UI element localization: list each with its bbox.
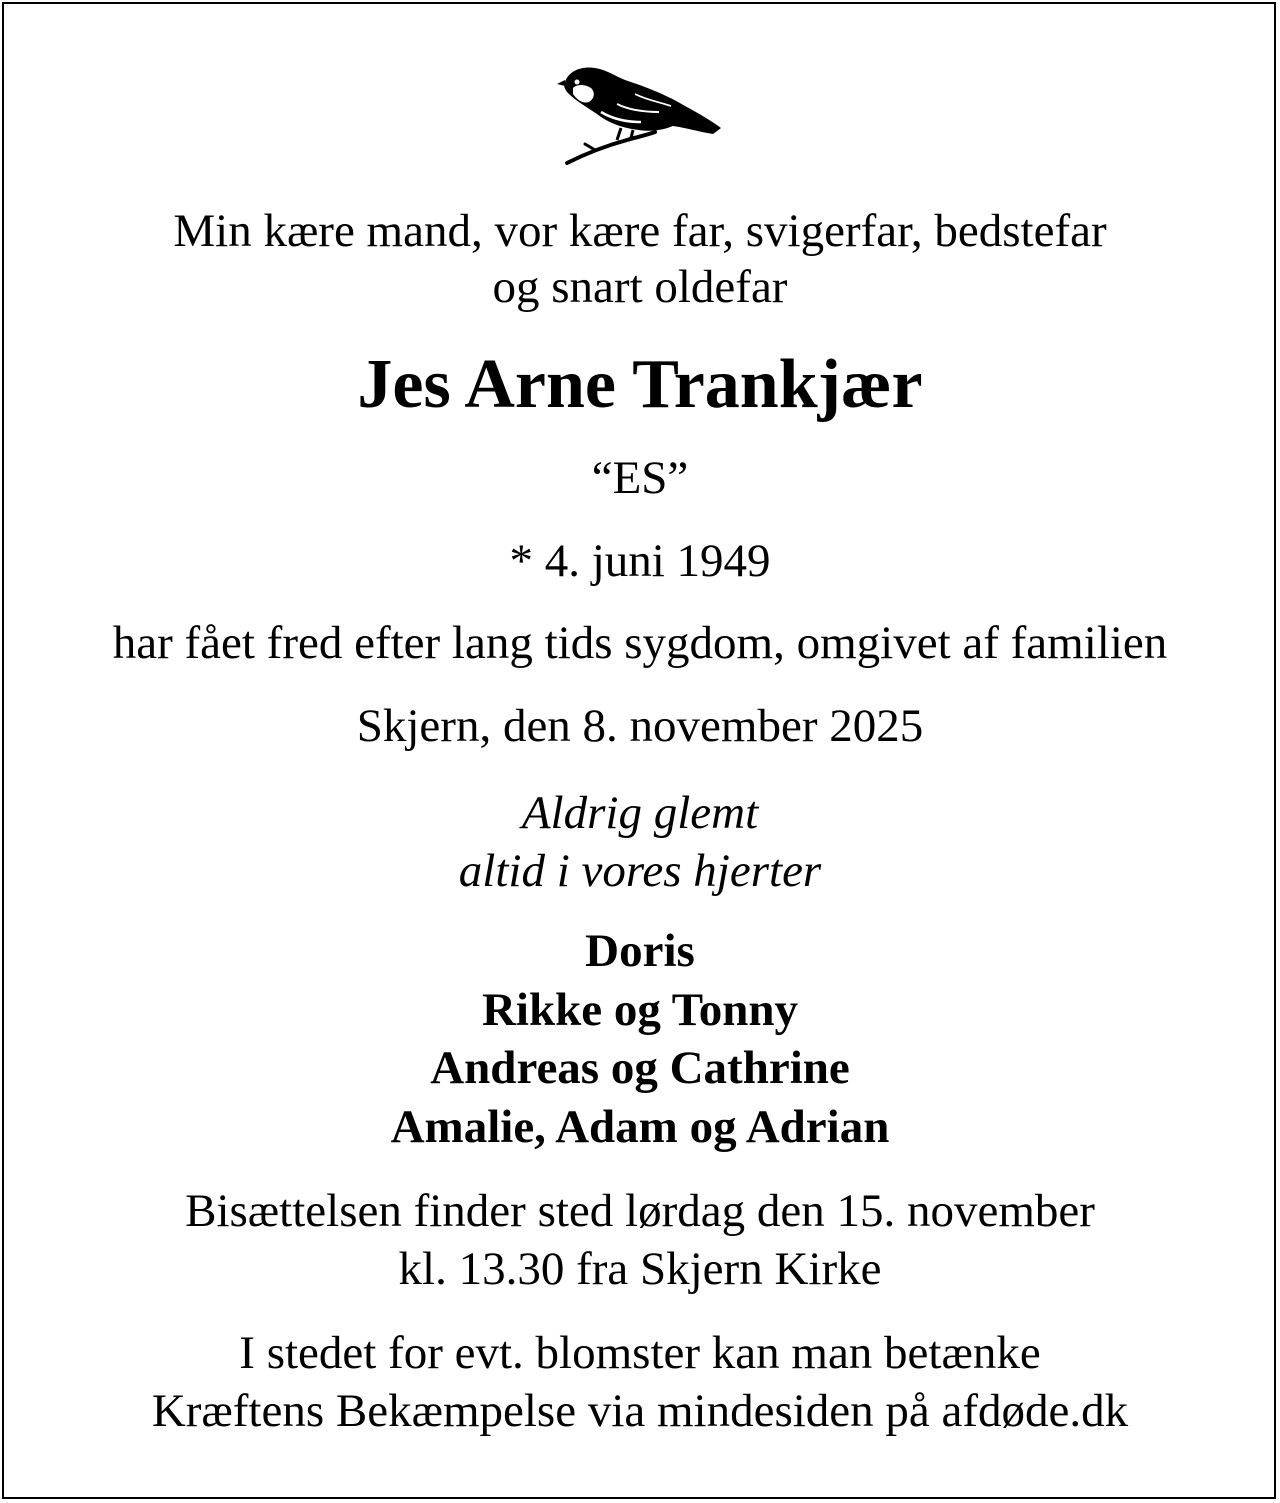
verse-line-1: Aldrig glemt — [521, 787, 759, 839]
death-text: har fået fred efter lang tids sygdom, omgivet af familien — [112, 617, 1168, 669]
bird-icon — [555, 60, 725, 170]
funeral-line-2: kl. 13.30 fra Skjern Kirke — [398, 1243, 882, 1295]
donation-line-1: I stedet for evt. blomster kan man betænke — [239, 1327, 1041, 1379]
place-date: Skjern, den 8. november 2025 — [356, 700, 924, 752]
family-member: Doris — [585, 925, 695, 977]
intro-line-2: og snart oldefar — [492, 261, 788, 313]
verse-line-2: altid i vores hjerter — [458, 845, 822, 897]
family-member: Rikke og Tonny — [481, 984, 799, 1036]
donation-line-2: Kræftens Bekæmpelse via mindesiden på afdøde.dk — [151, 1385, 1129, 1437]
funeral-line-1: Bisættelsen finder sted lørdag den 15. november — [185, 1185, 1095, 1237]
birth-date: * 4. juni 1949 — [509, 535, 771, 587]
family-member: Amalie, Adam og Adrian — [390, 1101, 890, 1153]
nickname: “ES” — [591, 452, 689, 504]
family-member: Andreas og Cathrine — [430, 1042, 850, 1094]
intro-line-1: Min kære mand, vor kære far, svigerfar, bedstefar — [173, 205, 1107, 257]
deceased-name: Jes Arne Trankjær — [357, 346, 923, 423]
